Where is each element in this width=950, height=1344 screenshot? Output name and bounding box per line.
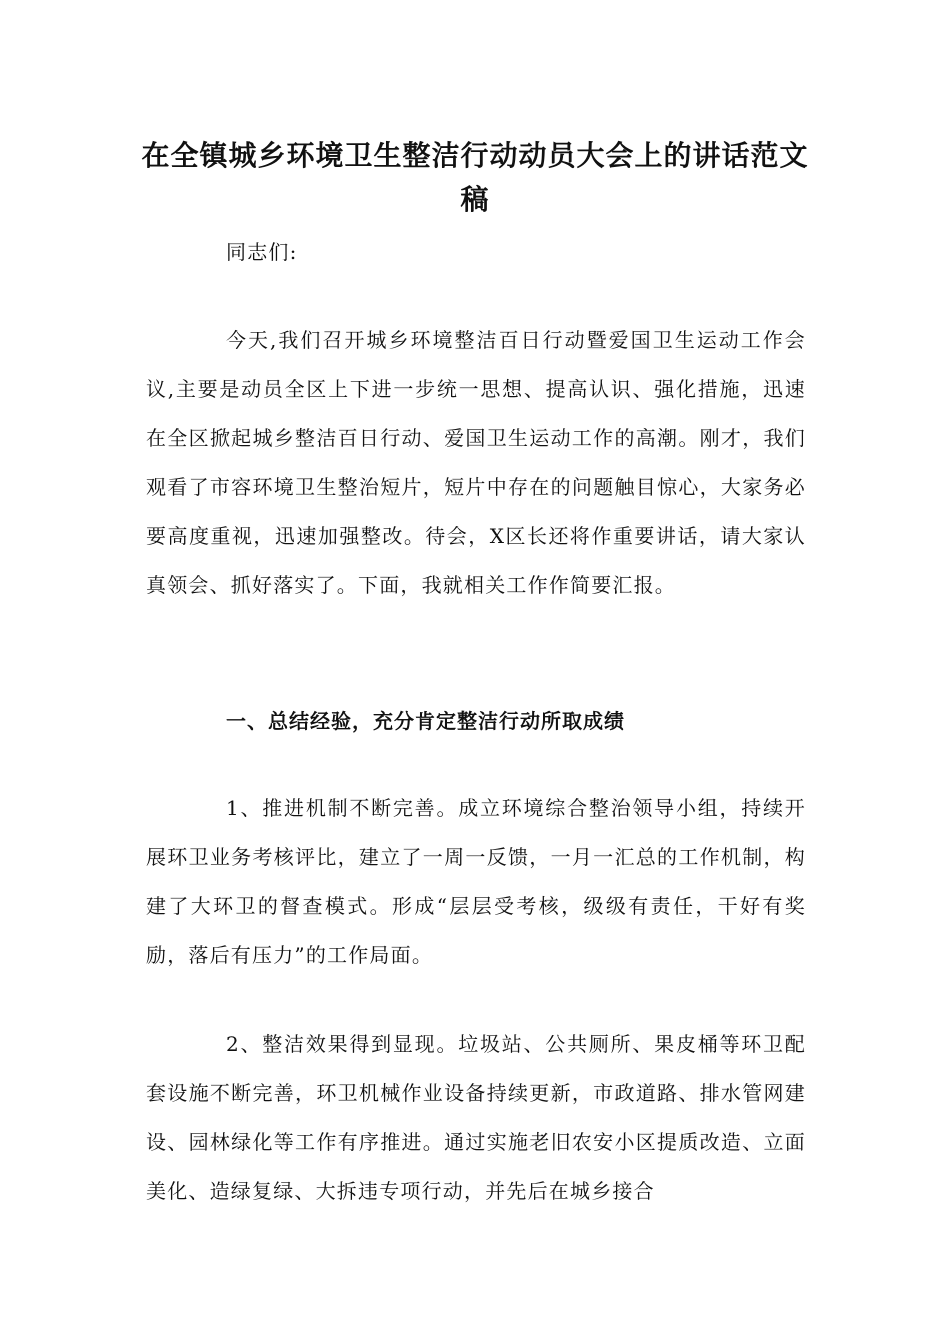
salutation: 同志们: (226, 240, 298, 264)
document-title: 在全镇城乡环境卫生整洁行动动员大会上的讲话范文稿 (141, 139, 809, 216)
section-heading-1: 一、总结经验，充分肯定整洁行动所取成绩 (226, 709, 625, 733)
body-paragraph-3: 2、整洁效果得到显现。垃圾站、公共厕所、果皮桶等环卫配套设施不断完善，环卫机械作业设备持续更新，市政道路、排水管网建设、园林绿化等工作有序推进。通过实施老旧农安小区提质改造、立面美化、造绿复绿、大拆违专项行动，并先后在城乡接合 (146, 1032, 806, 1203)
body-paragraph-1: 今天,我们召开城乡环境整洁百日行动暨爱国卫生运动工作会议,主要是动员全区上下进一步统一思想、提高认识、强化措施，迅速在全区掀起城乡整洁百日行动、爱国卫生运动工作的高潮。刚才，我们观看了市容环境卫生整治短片，短片中存在的问题触目惊心，大家务必要高度重视，迅速加强整改。待会，X区长还将作重要讲话，请大家认真领会、抓好落实了。下面，我就相关工作作简要汇报。 (146, 328, 806, 597)
body-paragraph-2: 1、推进机制不断完善。成立环境综合整治领导小组，持续开展环卫业务考核评比，建立了一周一反馈，一月一汇总的工作机制，构建了大环卫的督查模式。形成“层层受考核，级级有责任，干好有奖励，落后有压力”的工作局面。 (146, 796, 806, 967)
